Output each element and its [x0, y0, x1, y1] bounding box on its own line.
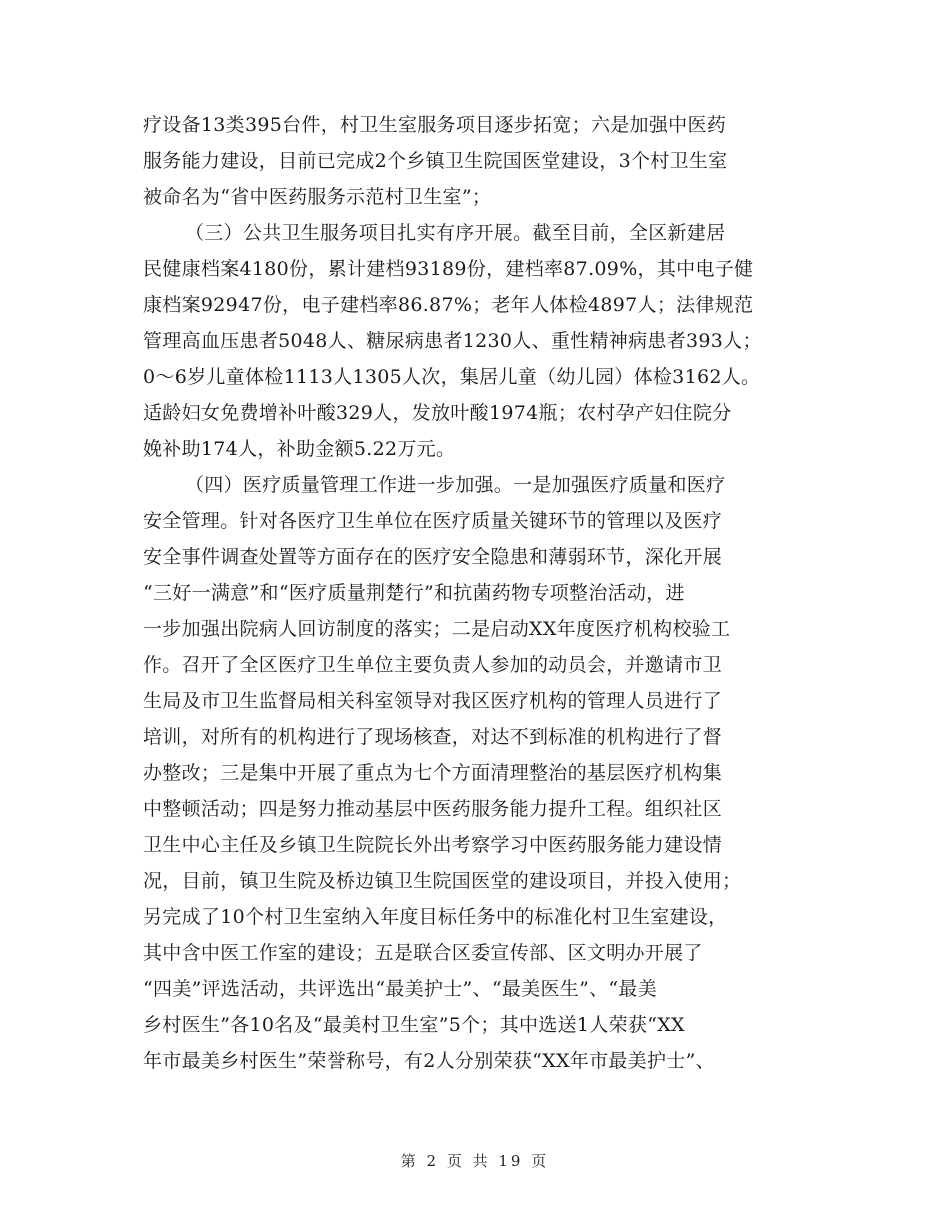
text-line: 其中含中医工作室的建设；五是联合区委宣传部、区文明办开展了	[143, 942, 703, 964]
text-line: 民健康档案4180份，累计建档93189份，建档率87.09%，其中电子健	[143, 258, 754, 280]
text-line: 办整改；三是集中开展了重点为七个方面清理整治的基层医疗机构集	[143, 762, 723, 784]
body-text	[143, 107, 813, 1079]
text-line: 安全管理。针对各医疗卫生单位在医疗质量关键环节的管理以及医疗	[143, 510, 723, 532]
text-line: 另完成了10个村卫生室纳入年度目标任务中的标准化村卫生室建设，	[143, 906, 728, 928]
text-line: 0～6岁儿童体检1113人1305人次，集居儿童（幼儿园）体检3162人。	[143, 366, 761, 388]
text-line: “三好一满意”和“医疗质量荆楚行”和抗菌药物专项整治活动，进	[143, 582, 685, 604]
text-line: 生局及市卫生监督局相关科室领导对我区医疗机构的管理人员进行了	[143, 690, 723, 712]
text-line: 中整顿活动；四是努力推动基层中医药服务能力提升工程。组织社区	[143, 798, 723, 820]
text-line: 乡村医生”各10名及“最美村卫生室”5个；其中选送1人荣获“XX	[143, 1014, 685, 1036]
text-line: 年市最美乡村医生”荣誉称号，有2人分别荣获“XX年市最美护士”、	[143, 1050, 715, 1072]
paragraph-start-line: （四）医疗质量管理工作进一步加强。一是加强医疗质量和医疗	[185, 474, 726, 496]
text-line: “四美”评选活动，共评选出“最美护士”、“最美医生”、“最美	[143, 978, 657, 1000]
text-line: 培训，对所有的机构进行了现场核查，对达不到标准的机构进行了督	[143, 726, 723, 748]
text-line: 服务能力建设，目前已完成2个乡镇卫生院国医堂建设，3个村卫生室	[143, 150, 728, 172]
text-line: 疗设备13类395台件，村卫生室服务项目逐步拓宽；六是加强中医药	[143, 114, 727, 136]
text-line: 管理高血压患者5048人、糖尿病患者1230人、重性精神病患者393人；	[143, 330, 762, 352]
paragraph-start-line: （三）公共卫生服务项目扎实有序开展。截至目前，全区新建居	[185, 222, 726, 244]
text-line: 卫生中心主任及乡镇卫生院院长外出考察学习中医药服务能力建设情	[143, 834, 723, 856]
text-line: 安全事件调查处置等方面存在的医疗安全隐患和薄弱环节，深化开展	[143, 546, 723, 568]
text-line: 娩补助174人，补助金额5.22万元。	[143, 438, 456, 460]
text-line: 一步加强出院病人回访制度的落实；二是启动XX年度医疗机构校验工	[143, 618, 731, 640]
text-line: 作。召开了全区医疗卫生单位主要负责人参加的动员会，并邀请市卫	[143, 654, 723, 676]
text-line: 适龄妇女免费增补叶酸329人，发放叶酸1974瓶；农村孕产妇住院分	[143, 402, 732, 424]
text-line: 被命名为“省中医药服务示范村卫生室”；	[143, 186, 492, 208]
page-number-footer: 第 2 页 共 19 页	[400, 1152, 550, 1170]
text-line: 况，目前，镇卫生院及桥边镇卫生院国医堂的建设项目，并投入使用；	[143, 870, 742, 892]
text-line: 康档案92947份，电子建档率86.87%；老年人体检4897人；法律规范	[143, 294, 754, 316]
